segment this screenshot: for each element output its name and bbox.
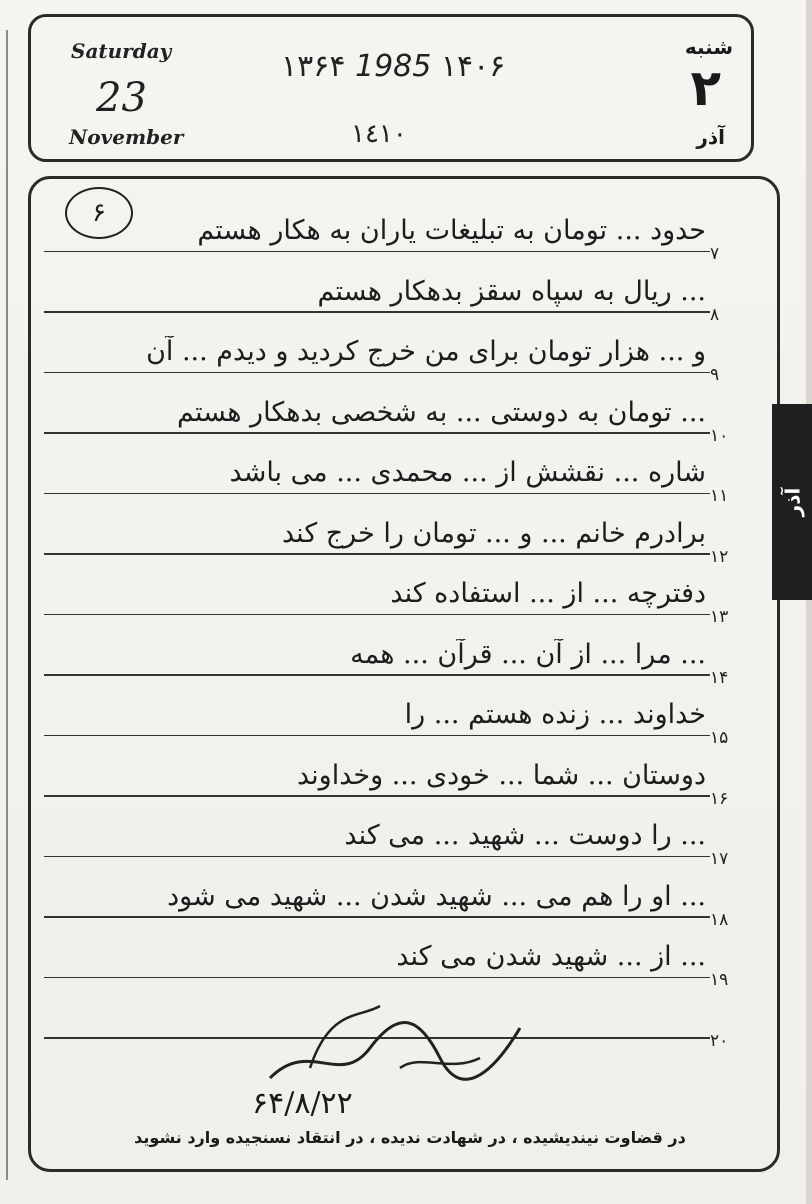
years-line <box>281 49 505 84</box>
ruled-line <box>44 916 740 990</box>
line-number: ۲۰ <box>710 1030 729 1051</box>
line-number: ۱۵ <box>710 728 729 748</box>
month-tab[interactable] <box>772 404 812 600</box>
ruled-line <box>44 674 740 748</box>
signature-date: ۶۴/۸/۲۲ <box>252 1086 353 1121</box>
footer-quote: در قضاوت نیندیشیده ، در شهادت ندیده ، در انتقاد نسنجیده وارد نشوید <box>134 1128 686 1147</box>
weekday-persian: شنبه <box>684 35 733 59</box>
ruled-line <box>44 614 740 688</box>
line-number: ۸ <box>710 304 720 325</box>
line-number: ۱۲ <box>710 546 729 567</box>
line-number: ۹ <box>710 365 720 385</box>
day-persian: ۲ <box>690 59 721 117</box>
ruled-line <box>44 735 740 809</box>
year-gregorian: 1985 <box>355 49 432 84</box>
handwritten-text: حدود ... تومان به تبلیغات یاران به هکار هستم <box>197 215 706 246</box>
handwritten-text: ... ریال به سپاه سقز بدهکار هستم <box>317 275 706 307</box>
handwritten-text: ... از ... شهید شدن می کند <box>396 941 706 972</box>
handwritten-text: ... را دوست ... شهید ... می کند <box>344 820 706 851</box>
page-edge <box>806 0 812 1204</box>
handwritten-text: دفترچه ... از ... استفاده کند <box>390 578 706 609</box>
year-persian: ۱۳۶۴ <box>281 49 346 84</box>
year-hijri: ۱۴۰۶ <box>440 49 506 84</box>
line-number: ۱۶ <box>710 788 729 809</box>
line-number: ۱۹ <box>710 970 729 990</box>
handwritten-text: ... او را هم می ... شهید شدن ... شهید می شود <box>167 880 706 912</box>
handwritten-text: خداوند ... زنده هستم ... را <box>404 699 706 730</box>
handwritten-text: شاره ... نقشش از ... محمدی ... می باشد <box>229 457 706 488</box>
ruled-line <box>44 190 740 264</box>
ruled-line <box>44 311 740 385</box>
line-number: ۷ <box>710 244 720 264</box>
handwritten-text: و ... هزار تومان برای من خرج کردید و دیدم ... آن <box>146 336 706 367</box>
ruled-line <box>44 856 740 930</box>
hijri-day: ۱٤۱۰ <box>351 119 407 149</box>
line-number: ۱۸ <box>710 909 729 930</box>
ruled-line <box>44 251 740 325</box>
ruled-line <box>44 553 740 627</box>
line-number: ۱۱ <box>710 486 729 506</box>
page-number: ۶ <box>65 187 133 239</box>
ruled-line <box>44 372 740 446</box>
line-number: ۱۳ <box>710 607 729 627</box>
date-header <box>28 14 754 162</box>
month-tab-label: آذر <box>779 487 804 517</box>
ruled-line <box>44 493 740 567</box>
month-english: November <box>69 125 184 149</box>
line-number: ۱۷ <box>710 849 729 869</box>
line-number: ۱۰ <box>710 425 729 446</box>
line-number: ۱۴ <box>710 667 729 688</box>
handwritten-text: دوستان ... شما ... خودی ... وخداوند <box>296 759 706 791</box>
left-margin-line <box>6 30 8 1180</box>
ruled-line <box>44 795 740 869</box>
handwritten-text: برادرم خانم ... و ... تومان را خرج کند <box>282 517 706 549</box>
day-english: 23 <box>96 75 147 121</box>
weekday-english: Saturday <box>71 39 172 63</box>
handwritten-text: ... مرا ... از آن ... قرآن ... همه <box>350 638 706 670</box>
handwritten-text: ... تومان به دوستی ... به شخصی بدهکار هستم <box>177 396 706 428</box>
month-persian: آذر <box>696 125 725 149</box>
signature-icon <box>250 998 550 1094</box>
ruled-line <box>44 432 740 506</box>
